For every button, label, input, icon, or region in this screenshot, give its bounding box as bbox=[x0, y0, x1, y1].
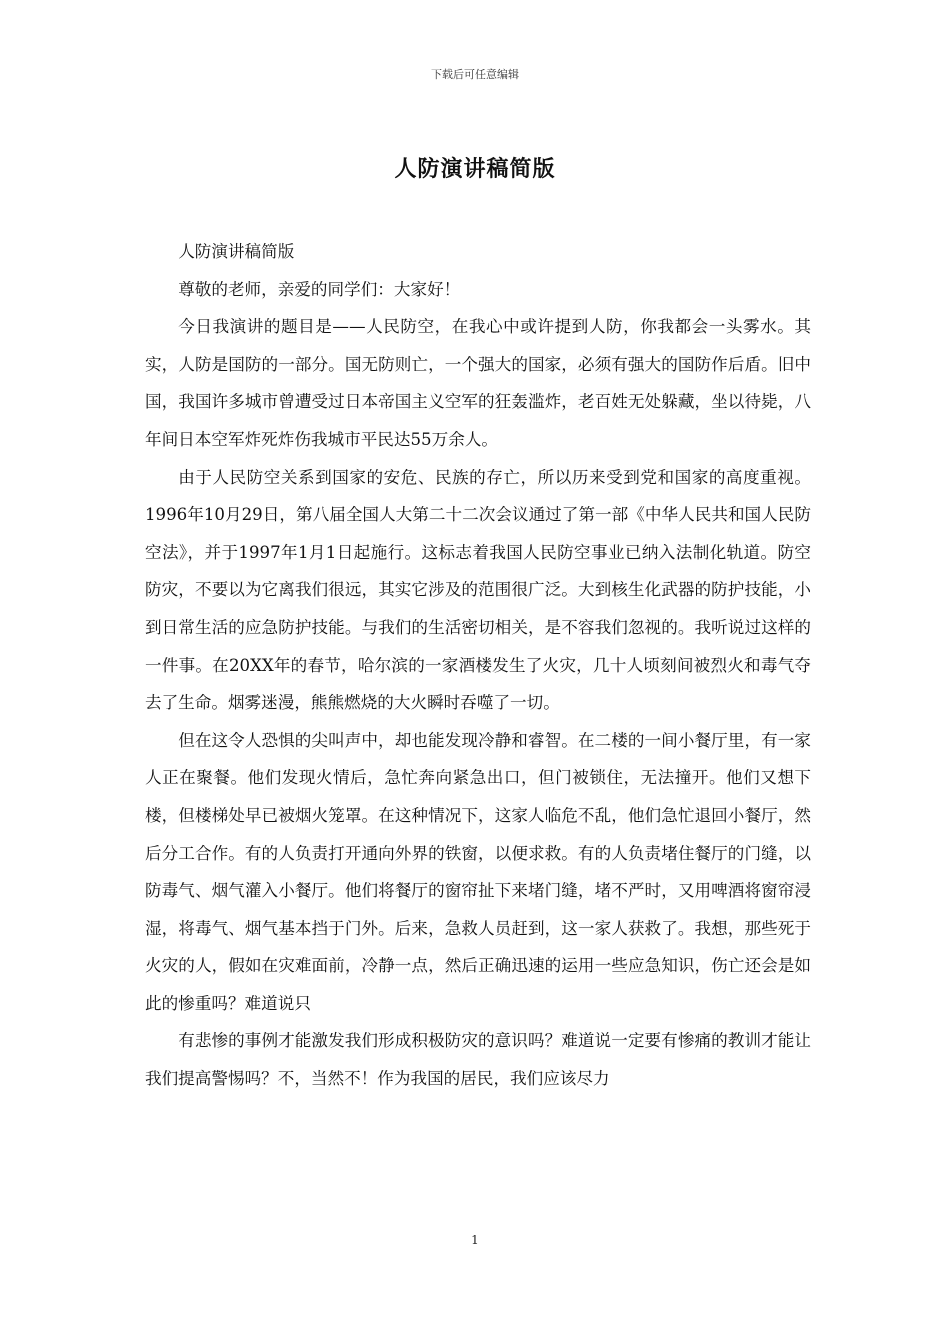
paragraph: 由于人民防空关系到国家的安危、民族的存亡，所以历来受到党和国家的高度重视。1996年10月29日，第八届全国人大第二十二次会议通过了第一部《中华人民共和国人民防空法》，并于1997年1月1日起施行。这标志着我国人民防空事业已纳入法制化轨道。防空防灾，不要以为它离我们很远，其实它涉及的范围很广泛。大到核生化武器的防护技能，小到日常生活的应急防护技能。与我们的生活密切相关，是不容我们忽视的。我听说过这样的一件事。在20XX年的春节，哈尔滨的一家酒楼发生了火灾，几十人顷刻间被烈火和毒气夺去了生命。烟雾迷漫，熊熊燃烧的大火瞬时吞噬了一切。 bbox=[145, 467, 811, 713]
paragraph: 人防演讲稿简版 bbox=[178, 242, 295, 261]
header-note: 下载后可任意编辑 bbox=[431, 68, 519, 81]
document-body bbox=[145, 233, 811, 1098]
document-title: 人防演讲稿简版 bbox=[394, 157, 556, 182]
page-number: 1 bbox=[471, 1233, 479, 1247]
paragraph: 但在这令人恐惧的尖叫声中，却也能发现冷静和睿智。在二楼的一间小餐厅里，有一家人正在聚餐。他们发现火情后，急忙奔向紧急出口，但门被锁住，无法撞开。他们又想下楼，但楼梯处早已被烟火笼罩。在这种情况下，这家人临危不乱，他们急忙退回小餐厅，然后分工合作。有的人负责打开通向外界的铁窗，以便求救。有的人负责堵住餐厅的门缝，以防毒气、烟气灌入小餐厅。他们将餐厅的窗帘扯下来堵门缝，堵不严时，又用啤酒将窗帘浸湿，将毒气、烟气基本挡于门外。后来，急救人员赶到，这一家人获救了。我想，那些死于火灾的人，假如在灾难面前，冷静一点，然后正确迅速的运用一些应急知识，伤亡还会是如此的惨重吗？难道说只 bbox=[145, 730, 811, 1013]
paragraph: 有悲惨的事例才能激发我们形成积极防灾的意识吗？难道说一定要有惨痛的教训才能让我们提高警惕吗？不，当然不！作为我国的居民，我们应该尽力 bbox=[145, 1031, 811, 1089]
paragraph: 尊敬的老师，亲爱的同学们：大家好！ bbox=[178, 279, 461, 299]
paragraph: 今日我演讲的题目是——人民防空，在我心中或许提到人防，你我都会一头雾水。其实，人防是国防的一部分。国无防则亡，一个强大的国家，必须有强大的国防作后盾。旧中国，我国许多城市曾遭受过日本帝国主义空军的狂轰滥炸，老百姓无处躲藏，坐以待毙，八年间日本空军炸死炸伤我城市平民达55万余人。 bbox=[145, 317, 811, 449]
